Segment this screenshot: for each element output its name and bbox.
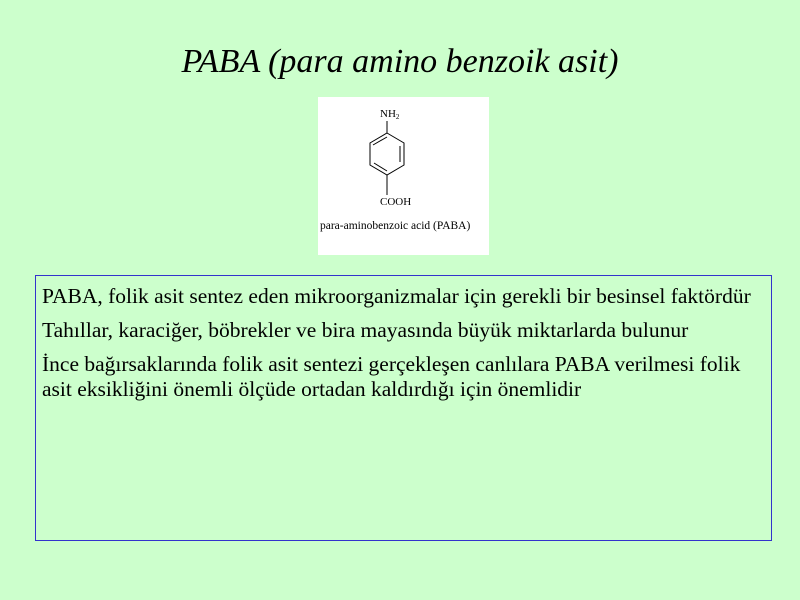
amine-label: $NH_2$: [380, 108, 400, 121]
benzene-ring: [370, 133, 404, 175]
carboxyl-label: COOH: [380, 196, 412, 208]
double-bond-bottom-left: [374, 163, 387, 171]
figure-caption: para-aminobenzoic acid (PABA): [320, 220, 471, 232]
paba-structure-figure: [318, 97, 489, 255]
slide-title: PABA (para amino benzoik asit): [181, 43, 619, 80]
paragraph-paba-sources: Tahıllar, karaciğer, böbrekler ve bira mayasında büyük miktarlarda bulunur: [42, 318, 689, 342]
paragraph-paba-importance: İnce bağırsaklarında folik asit sentezi gerçekleşen canlılara PABA verilmesi folik asit eksikliğini önemli ölçüde ortadan kaldırdığı için önemlidir: [42, 352, 741, 401]
double-bond-top-left: [373, 137, 387, 145]
content-text-box: [35, 275, 772, 541]
paragraph-paba-requirement: PABA, folik asit sentez eden mikroorganizmalar için gerekli bir besinsel faktördür: [42, 284, 751, 308]
